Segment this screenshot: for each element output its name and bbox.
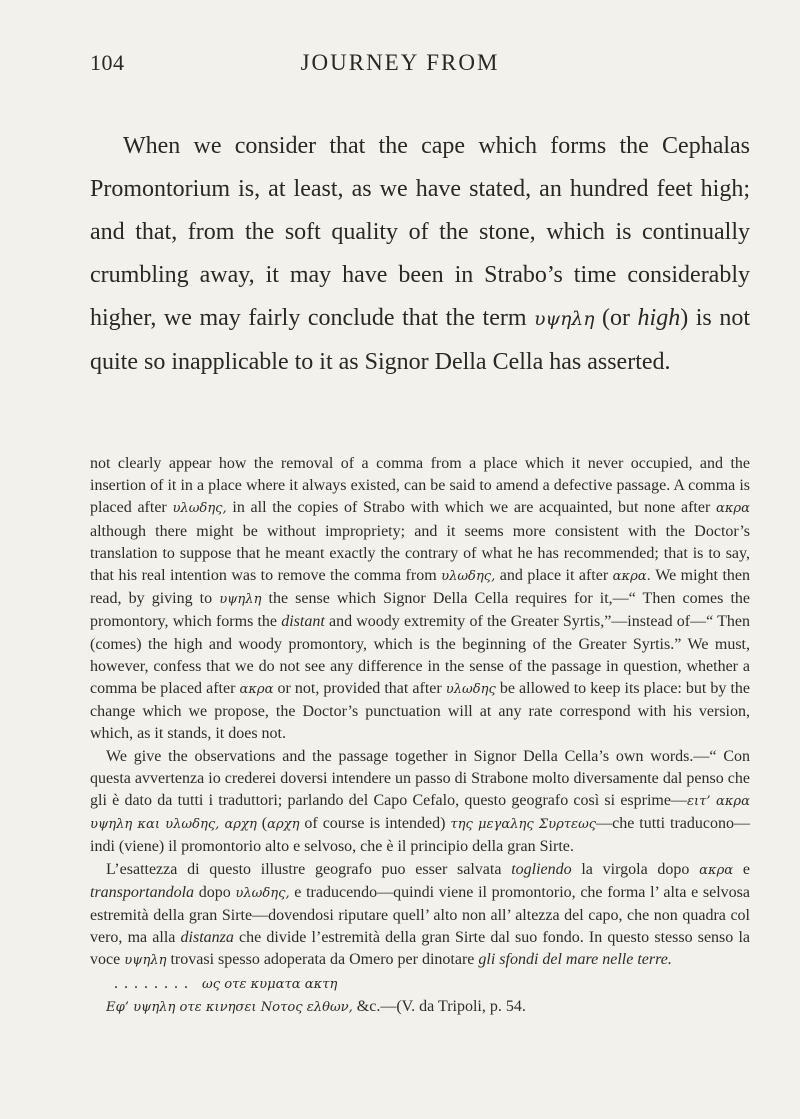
ellipsis-dots: ........ bbox=[114, 974, 194, 992]
italic-term: distanza bbox=[180, 929, 234, 947]
footnote-paragraph: not clearly appear how the removal of a comma from a place which it never occupied, and the insertion of it in a place where it always existed, can be said to amend a defective passage. A comma is placed after υλωδης, in all the copies of Strabo with which we are acquainted, but none after ακρα although there might be without impropriety; and it seems more consistent with the Doctor’s translation to suppose that he meant exactly the contrary of what he has recommended; that is to say, that his real intention was to remove the comma from υλωδης, and place it after ακρα. We might then read, by giving to υψηλη the sense which Signor Della Cella requires for it,—“ Then comes the promontory, which forms the distant and woody extremity of the Greater Syrtis,”—instead of—“ Then (comes) the high and woody promontory, which is the beginning of the Greater Syrtis.” We must, however, confess that we do not see any difference in the sense of the passage in question, whether a comma be placed after ακρα or not, provided that after υλωδης be allowed to keep its place: but by the change which we propose, the Doctor’s punctuation will at any rate correspond with his version, which, as it stands, it does not. bbox=[90, 455, 751, 743]
greek-term: αρχη bbox=[267, 817, 300, 833]
main-text-part: (or bbox=[594, 305, 638, 331]
greek-term: υλωδης bbox=[445, 682, 496, 698]
footnote-paragraph: We give the observations and the passage together in Signor Della Cella’s own words.—“ Con questa avvertenza io crederei doversi intendere un passo di Strabone molto diversamente dal penso che gli è dato da tutti i traduttori; parlando del Capo Cefalo, questo geografo così si esprime—ειτ’ ακρα υψηλη και υλωδης, αρχη (αρχη of course is intended) της μεγαλης Συρτεως—che tutti traducono—indi (viene) il promontorio alto e selvoso, che è il principio della gran Sirte. bbox=[90, 747, 750, 856]
citation: &c.—(V. da Tripoli, p. 54. bbox=[352, 997, 526, 1015]
italic-term: togliendo bbox=[511, 860, 572, 878]
greek-term: υλωδης, bbox=[172, 501, 227, 517]
greek-verse: ως οτε κυματα ακτη bbox=[202, 976, 338, 992]
main-text-part: When we consider that the cape which forms the Cephalas Promontorium is, at least, as we have stated, an hundred feet high; and that, from the soft quality of the stone, which is continually crumbling away, it may have been in Strabo’s time considerably higher, we may fairly conclude that the term bbox=[90, 133, 750, 331]
main-paragraph bbox=[90, 125, 750, 384]
footnote-block bbox=[90, 453, 750, 1019]
italic-term: transportandola bbox=[90, 883, 195, 901]
italic-term: distant bbox=[281, 613, 325, 631]
verse-line-2 bbox=[90, 996, 750, 1019]
page-number: 104 bbox=[90, 50, 125, 75]
greek-term: υλωδης, bbox=[235, 885, 290, 901]
page-header bbox=[50, 50, 750, 80]
main-text-part: ) is not quite so inapplicable to it as Signor Della Cella has asserted. bbox=[90, 305, 751, 375]
greek-term: υψηλη bbox=[219, 592, 262, 608]
greek-term: ακρα. bbox=[612, 569, 651, 585]
footnote-paragraph: L’esattezza di questo illustre geografo puo esser salvata togliendo la virgola dopo ακρα e transportandola dopo υλωδης, e traducendo—quindi viene il promontorio, che forma l’ alta e selvosa estremità della gran Sirte—dovendosi riputare quell’ alto non all’ altezza del capo, che non quadra col vero, ma alla distanza che divide l’estremità della gran Sirte dal suo fondo. In questo stesso senso la voce υψηλη trovasi spesso adoperata da Omero per dinotare gli sfondi del mare nelle terre. bbox=[90, 860, 751, 969]
greek-quotation: της μεγαλης Συρτεως bbox=[450, 817, 597, 833]
verse-line-1 bbox=[90, 973, 750, 996]
greek-term: ακρα bbox=[715, 501, 750, 517]
greek-quotation: ειτ’ ακρα υψηλη και υλωδης, αρχη bbox=[90, 794, 750, 833]
greek-term: ακρα bbox=[699, 862, 734, 878]
greek-term: υψηλη bbox=[124, 953, 167, 969]
greek-term: υλωδης, bbox=[441, 569, 496, 585]
running-head: JOURNEY FROM bbox=[300, 50, 500, 75]
italic-term: high bbox=[637, 305, 681, 331]
greek-verse: Εφ’ υψηλη οτε κινησει Νοτος ελθων, bbox=[106, 999, 353, 1015]
italic-term: gli sfondi del mare nelle terre. bbox=[478, 951, 672, 969]
greek-term: υψηλη bbox=[534, 309, 595, 330]
greek-term: ακρα bbox=[239, 682, 274, 698]
